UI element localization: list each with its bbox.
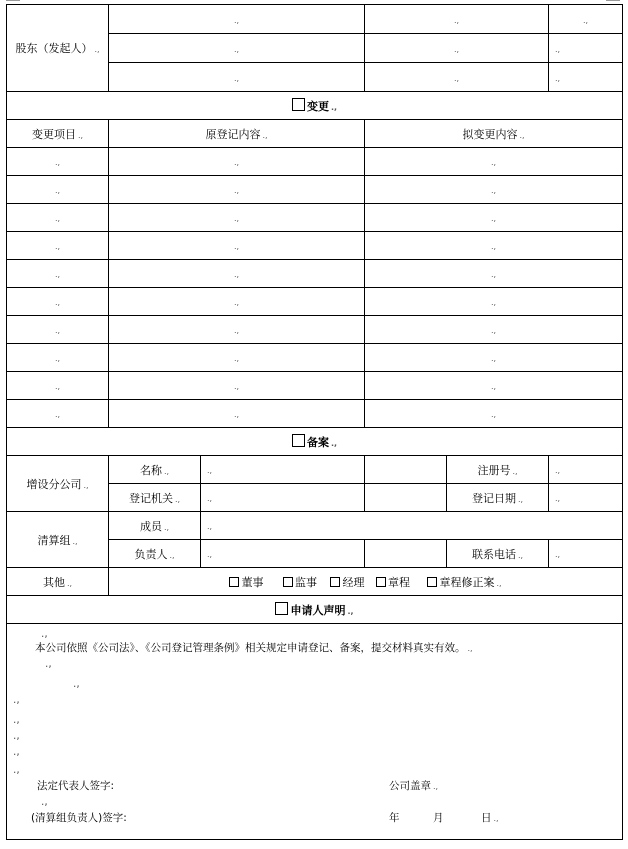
proposed-content-cell[interactable]: ., xyxy=(365,288,623,316)
liquidation-row-1 xyxy=(7,512,623,540)
liquidation-leader-label: 负责人 ., xyxy=(109,540,201,568)
proposed-content-cell[interactable]: ., xyxy=(365,344,623,372)
change-rows xyxy=(7,148,623,428)
change-section-header xyxy=(7,92,623,120)
checkbox-icon[interactable] xyxy=(427,577,437,587)
option-articles[interactable]: 章程 xyxy=(376,576,410,589)
branch-reg-no-label: 注册号 ., xyxy=(447,456,549,484)
checkbox-icon[interactable] xyxy=(283,577,293,587)
shareholder-row xyxy=(7,5,623,34)
change-row xyxy=(7,288,623,316)
liquidation-label: 清算组 ., xyxy=(7,512,109,568)
original-content-header: 原登记内容 ., xyxy=(109,120,365,148)
change-row xyxy=(7,344,623,372)
change-item-cell[interactable]: ., xyxy=(7,344,109,372)
original-content-cell[interactable]: ., xyxy=(109,148,365,176)
checkbox-icon[interactable] xyxy=(292,98,305,111)
shareholder-cell[interactable]: ., xyxy=(365,63,549,92)
branch-row-1 xyxy=(7,456,623,484)
option-director[interactable]: 董事 xyxy=(229,576,263,589)
shareholder-label: 股东（发起人） ., xyxy=(7,5,109,92)
change-row xyxy=(7,176,623,204)
liquidation-leader-field-ext[interactable] xyxy=(365,540,447,568)
proposed-content-cell[interactable]: ., xyxy=(365,148,623,176)
option-articles-amendment[interactable]: 章程修正案 ., xyxy=(427,576,501,589)
declaration-section-header xyxy=(7,596,623,624)
change-column-headers xyxy=(7,120,623,148)
shareholder-cell[interactable]: ., xyxy=(365,34,549,63)
shareholder-cell[interactable]: ., xyxy=(109,63,365,92)
branch-reg-date-label: 登记日期 ., xyxy=(447,484,549,512)
checkbox-icon[interactable] xyxy=(292,434,305,447)
option-manager[interactable]: 经理 xyxy=(330,576,364,589)
liquidation-signature-label: (清算组负责人)签字: xyxy=(31,812,127,824)
original-content-cell[interactable]: ., xyxy=(109,232,365,260)
change-item-cell[interactable]: ., xyxy=(7,316,109,344)
change-row xyxy=(7,372,623,400)
legal-rep-signature-label: 法定代表人签字: xyxy=(37,780,115,792)
change-row xyxy=(7,148,623,176)
branch-reg-no-field[interactable]: ., xyxy=(549,456,623,484)
change-row xyxy=(7,400,623,428)
proposed-content-cell[interactable]: ., xyxy=(365,260,623,288)
original-content-cell[interactable]: ., xyxy=(109,288,365,316)
liquidation-phone-field[interactable]: ., xyxy=(549,540,623,568)
date-year-label: 年 xyxy=(389,812,400,824)
declaration-row xyxy=(7,624,623,840)
change-item-cell[interactable]: ., xyxy=(7,400,109,428)
registration-form xyxy=(6,4,622,840)
change-item-cell[interactable]: ., xyxy=(7,204,109,232)
original-content-cell[interactable]: ., xyxy=(109,204,365,232)
change-row xyxy=(7,316,623,344)
filing-section-title: 备案 ., xyxy=(7,428,623,456)
other-row xyxy=(7,568,623,596)
form-table xyxy=(6,4,623,840)
liquidation-leader-field[interactable]: ., xyxy=(201,540,365,568)
checkbox-icon[interactable] xyxy=(275,602,288,615)
branch-label: 增设分公司 ., xyxy=(7,456,109,512)
proposed-content-cell[interactable]: ., xyxy=(365,316,623,344)
shareholder-cell[interactable]: ., xyxy=(549,63,623,92)
checkbox-icon[interactable] xyxy=(376,577,386,587)
other-options xyxy=(109,568,623,596)
proposed-content-cell[interactable]: ., xyxy=(365,400,623,428)
change-item-cell[interactable]: ., xyxy=(7,288,109,316)
branch-name-field[interactable]: ., xyxy=(201,456,365,484)
original-content-cell[interactable]: ., xyxy=(109,372,365,400)
proposed-content-cell[interactable]: ., xyxy=(365,176,623,204)
branch-authority-label: 登记机关 ., xyxy=(109,484,201,512)
branch-name-field-ext[interactable] xyxy=(365,456,447,484)
liquidation-members-field[interactable]: ., xyxy=(201,512,623,540)
proposed-content-cell[interactable]: ., xyxy=(365,372,623,400)
change-item-cell[interactable]: ., xyxy=(7,176,109,204)
proposed-content-cell[interactable]: ., xyxy=(365,204,623,232)
branch-reg-date-field[interactable]: ., xyxy=(549,484,623,512)
liquidation-phone-label: 联系电话 ., xyxy=(447,540,549,568)
liquidation-members-label: 成员 ., xyxy=(109,512,201,540)
company-seal-label: 公司盖章 ., xyxy=(389,780,439,792)
change-item-header: 变更项目 ., xyxy=(7,120,109,148)
original-content-cell[interactable]: ., xyxy=(109,260,365,288)
change-row xyxy=(7,204,623,232)
original-content-cell[interactable]: ., xyxy=(109,176,365,204)
checkbox-icon[interactable] xyxy=(229,577,239,587)
change-row xyxy=(7,260,623,288)
checkbox-icon[interactable] xyxy=(330,577,340,587)
declaration-body: ., 本公司依照《公司法》、《公司登记管理条例》相关规定申请登记、备案，提交材料真实有效。 ., ., ., ., ., ., ., ., 法定代表人签字: 公司盖章 ., ., (清算组负责人)签字: 年 月 日 ., xyxy=(7,624,623,840)
change-item-cell[interactable]: ., xyxy=(7,372,109,400)
change-row xyxy=(7,232,623,260)
branch-name-label: 名称 ., xyxy=(109,456,201,484)
branch-authority-field-ext[interactable] xyxy=(365,484,447,512)
date-month-label: 月 xyxy=(433,812,444,824)
date-day-label: 日 ., xyxy=(481,812,499,824)
proposed-content-cell[interactable]: ., xyxy=(365,232,623,260)
shareholder-cell[interactable]: ., xyxy=(109,5,365,34)
change-item-cell[interactable]: ., xyxy=(7,148,109,176)
shareholder-cell[interactable]: ., xyxy=(549,34,623,63)
change-section-title: 变更 ., xyxy=(7,92,623,120)
original-content-cell[interactable]: ., xyxy=(109,316,365,344)
declaration-statement: 本公司依照《公司法》、《公司登记管理条例》相关规定申请登记、备案，提交材料真实有效。 ., xyxy=(35,642,473,654)
other-label: 其他 ., xyxy=(7,568,109,596)
filing-section-header xyxy=(7,428,623,456)
option-supervisor[interactable]: 监事 xyxy=(283,576,317,589)
shareholder-cell[interactable]: ., xyxy=(109,34,365,63)
original-content-cell[interactable]: ., xyxy=(109,344,365,372)
declaration-section-title: 申请人声明 ., xyxy=(7,596,623,624)
change-item-cell[interactable]: ., xyxy=(7,260,109,288)
shareholder-cell[interactable]: ., xyxy=(549,5,623,34)
original-content-cell[interactable]: ., xyxy=(109,400,365,428)
proposed-content-header: 拟变更内容 ., xyxy=(365,120,623,148)
change-item-cell[interactable]: ., xyxy=(7,232,109,260)
branch-authority-field[interactable]: ., xyxy=(201,484,365,512)
shareholder-cell[interactable]: ., xyxy=(365,5,549,34)
